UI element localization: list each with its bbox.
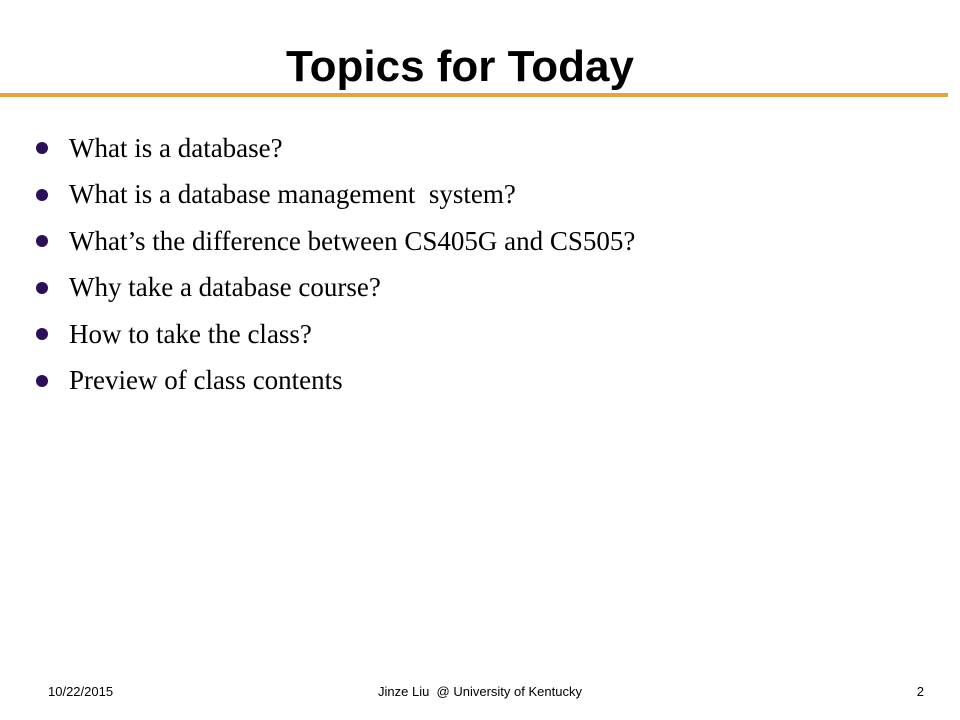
bullet-dot-icon (36, 235, 48, 247)
bullet-dot-icon (36, 142, 48, 154)
bullet-text: Preview of class contents (69, 365, 343, 396)
bullet-dot-icon (36, 189, 48, 201)
list-item (0, 125, 900, 172)
bullet-text: What is a database? (69, 132, 283, 163)
slide-title: Topics for Today (286, 42, 634, 91)
bullet-dot-icon (36, 375, 48, 387)
bullet-list (0, 125, 900, 404)
page-number: 2 (916, 684, 924, 699)
bullet-dot-icon (36, 282, 48, 294)
list-item (0, 218, 900, 265)
list-item (0, 172, 900, 219)
bullet-dot-icon (36, 328, 48, 340)
title-underline (0, 93, 948, 97)
list-item (0, 311, 900, 358)
bullet-text: What’s the difference between CS405G and CS505? (69, 225, 636, 256)
bullet-text: Why take a database course? (69, 272, 381, 303)
footer-date: 10/22/2015 (48, 684, 114, 699)
bullet-text: What is a database management system? (69, 179, 516, 210)
footer-author: Jinze Liu @ University of Kentucky (378, 684, 582, 699)
bullet-text: How to take the class? (69, 318, 312, 349)
list-item (0, 358, 900, 405)
list-item (0, 265, 900, 312)
